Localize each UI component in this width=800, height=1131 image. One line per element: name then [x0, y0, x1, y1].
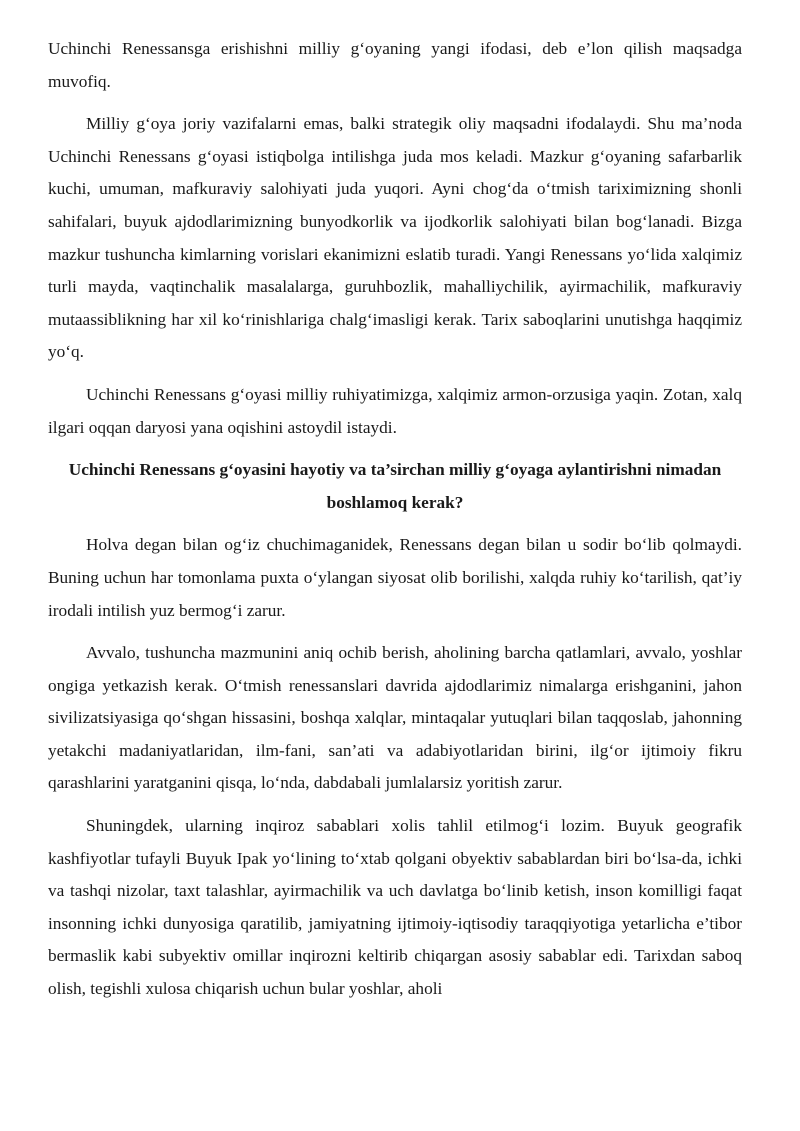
paragraph: Holva degan bilan og‘iz chuchimaganidek, Renessans degan bilan u sodir bo‘lib qolmaydi. Buning uchun har tomonlama puxta o‘ylangan siyosat olib borilishi, xalqda ruhiy ko‘tarilish, qat’iy irodali intilish yuz bermog‘i zarur.: [48, 535, 742, 620]
paragraph: Shuningdek, ularning inqiroz sabablari xolis tahlil etilmog‘i lozim. Buyuk geografik kashfiyotlar tufayli Buyuk Ipak yo‘lining to‘xtab qolgani obyektiv sabablardan biri bo‘lsa-da, ichki va tashqi nizolar, taxt talashlar, ayirmachilik va uch davlatga bo‘linib ketish, inson komilligi faqat insonning ichki dunyosiga qaratilib, jamiyatning ijtimoiy-iqtisodiy taraqqiyotiga yetarlicha e’tibor bermaslik kabi subyektiv omillar inqirozni keltirib chiqargan asosiy sabablar edi. Tarixdan saboq olish, tegishli xulosa chiqarish uchun bular yoshlar, aholi: [48, 816, 742, 999]
paragraph-continued: Uchinchi Renessansga erishishni milliy g‘oyaning yangi ifodasi, deb e’lon qilish maqsadga muvofiq.: [48, 39, 742, 91]
paragraph: Avvalo, tushuncha mazmunini aniq ochib berish, aholining barcha qatlamlari, avvalo, yoshlar ongiga yetkazish kerak. O‘tmish renessanslari davrida ajdodlarimiz nimalarga erishganini, jahon sivilizatsiyasiga qo‘shgan hissasini, boshqa xalqlar, mintaqalar yutuqlari bilan taqqoslab, jahonning yetakchi madaniyatlaridan, ilm-fani, san’ati va adabiyotlaridan birini, ilg‘or ijtimoiy fikru qarashlarini yaratganini qisqa, lo‘nda, dabdabali jumlalarsiz yoritish zarur.: [48, 643, 742, 793]
document-page: [48, 33, 742, 1006]
section-heading: Uchinchi Renessans g‘oyasini hayotiy va ta’sirchan milliy g‘oyaga aylantirishni nimadan boshlamoq kerak?: [68, 460, 722, 512]
paragraph: Uchinchi Renessans g‘oyasi milliy ruhiyatimizga, xalqimiz armon-orzusiga yaqin. Zotan, xalq ilgari oqqan daryosi yana oqishini astoydil istaydi.: [48, 384, 742, 437]
paragraph: Milliy g‘oya joriy vazifalarni emas, balki strategik oliy maqsadni ifodalaydi. Shu ma’noda Uchinchi Renessans g‘oyasi istiqbolga intilishga juda mos keladi. Mazkur g‘oyaning safarbarlik kuchi, umuman, mafkuraviy salohiyati juda yuqori. Ayni chog‘da o‘tmish tariximizning shonli sahifalari, buyuk ajdodlarimizning bunyodkorlik va ijodkorlik salohiyati bilan bog‘lanadi. Bizga mazkur tushuncha kimlarning vorislari ekanimizni eslatib turadi. Yangi Renessans yo‘lida xalqimiz turli mayda, vaqtinchalik masalalarga, guruhbozlik, mahalliychilik, ayirmachilik, mafkuraviy mutaassiblikning har xil ko‘rinishlariga chalg‘imasligi kerak. Tarix saboqlarini unutishga haqqimiz yo‘q.: [48, 114, 742, 362]
